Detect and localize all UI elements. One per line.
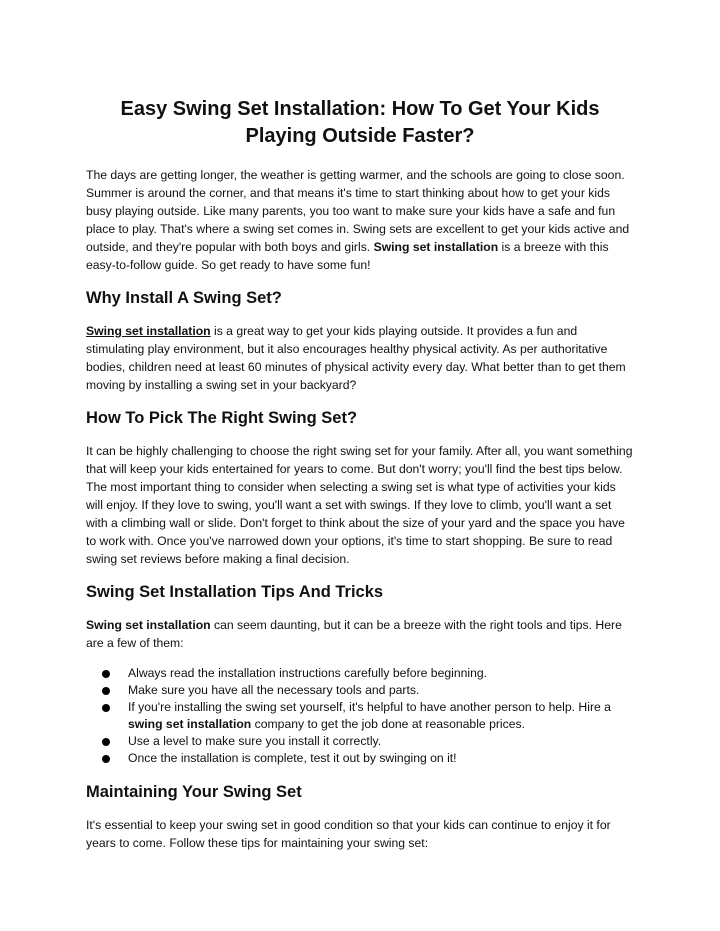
swing-set-installation-link[interactable]: Swing set installation — [86, 324, 211, 338]
why-paragraph — [86, 322, 634, 394]
list-item-text: Once the installation is complete, test it out by swinging on it! — [128, 751, 457, 765]
page-title — [86, 96, 634, 150]
bullet-icon — [102, 738, 110, 746]
tips-paragraph — [86, 616, 634, 652]
list-item-text: Always read the installation instructions carefully before beginning. — [128, 666, 488, 680]
intro-paragraph — [86, 166, 634, 274]
intro-bold-keyword: Swing set installation — [373, 240, 499, 254]
bullet-icon — [102, 687, 110, 695]
tips-heading: Swing Set Installation Tips And Tricks — [86, 583, 384, 601]
bullet-icon — [102, 704, 110, 712]
list-item-text: Make sure you have all the necessary tools and parts. — [128, 683, 420, 697]
intro-text-1: The days are getting longer, the weather is getting warmer, and the schools are going to close soon. Summer is around the corner, and that means it's time to start thinking about how to get your kids busy playing outside. Like many parents, you too want to make sure your kids have a safe and fun place to play. That's where a swing set comes in. Swing sets are excellent to get your kids active and outside, and they're popular with both boys and girls. — [86, 168, 630, 254]
maintain-paragraph: It's essential to keep your swing set in good condition so that your kids can continue to enjoy it for years to come. Follow these tips for maintaining your swing set: — [86, 818, 611, 850]
list-item — [86, 699, 634, 733]
list-item — [86, 750, 634, 767]
bullet-icon — [102, 755, 110, 763]
why-text: is a great way to get your kids playing outside. It provides a fun and stimulating play environment, but it also encourages healthy physical activity. As per authoritative bodies, children need at least 60 minutes of physical activity every day. What better than to get them moving by installing a swing set in your backyard? — [86, 324, 626, 392]
list-item — [86, 733, 634, 750]
page-title-line-2: Playing Outside Faster? — [245, 125, 475, 147]
why-heading: Why Install A Swing Set? — [86, 289, 282, 307]
tips-bold-keyword: Swing set installation — [86, 618, 211, 632]
pick-paragraph: It can be highly challenging to choose the right swing set for your family. After all, you want something that will keep your kids entertained for years to come. But don't worry; you'll find the best tips below. The most important thing to consider when selecting a swing set is what type of activities your kids will enjoy. If they love to swing, you'll want a set with swings. If they love to climb, you'll want a set with a climbing wall or slide. Don't forget to think about the size of your yard and the space you have to work with. Once you've narrowed down your options, it's time to start shopping. Be sure to read swing set reviews before making a final decision. — [86, 444, 633, 566]
list-item — [86, 682, 634, 699]
bullet-icon — [102, 670, 110, 678]
intro-text-2: is a breeze with this easy-to-follow guide. So get ready to have some fun! — [86, 240, 609, 272]
tips-list — [86, 665, 634, 767]
list-item-text: company to get the job done at reasonable prices. — [251, 717, 525, 731]
pick-heading: How To Pick The Right Swing Set? — [86, 409, 358, 427]
list-item-text: If you're installing the swing set yourself, it's helpful to have another person to help. Hire a — [128, 700, 611, 714]
list-item — [86, 665, 634, 682]
list-item-text: Use a level to make sure you install it correctly. — [128, 734, 382, 748]
page-title-line-1: Easy Swing Set Installation: How To Get Your Kids — [120, 98, 600, 120]
maintain-heading: Maintaining Your Swing Set — [86, 783, 302, 801]
tips-text: can seem daunting, but it can be a breeze with the right tools and tips. Here are a few of them: — [86, 618, 622, 650]
document-content — [86, 96, 634, 865]
list-item-bold-keyword: swing set installation — [128, 717, 252, 731]
